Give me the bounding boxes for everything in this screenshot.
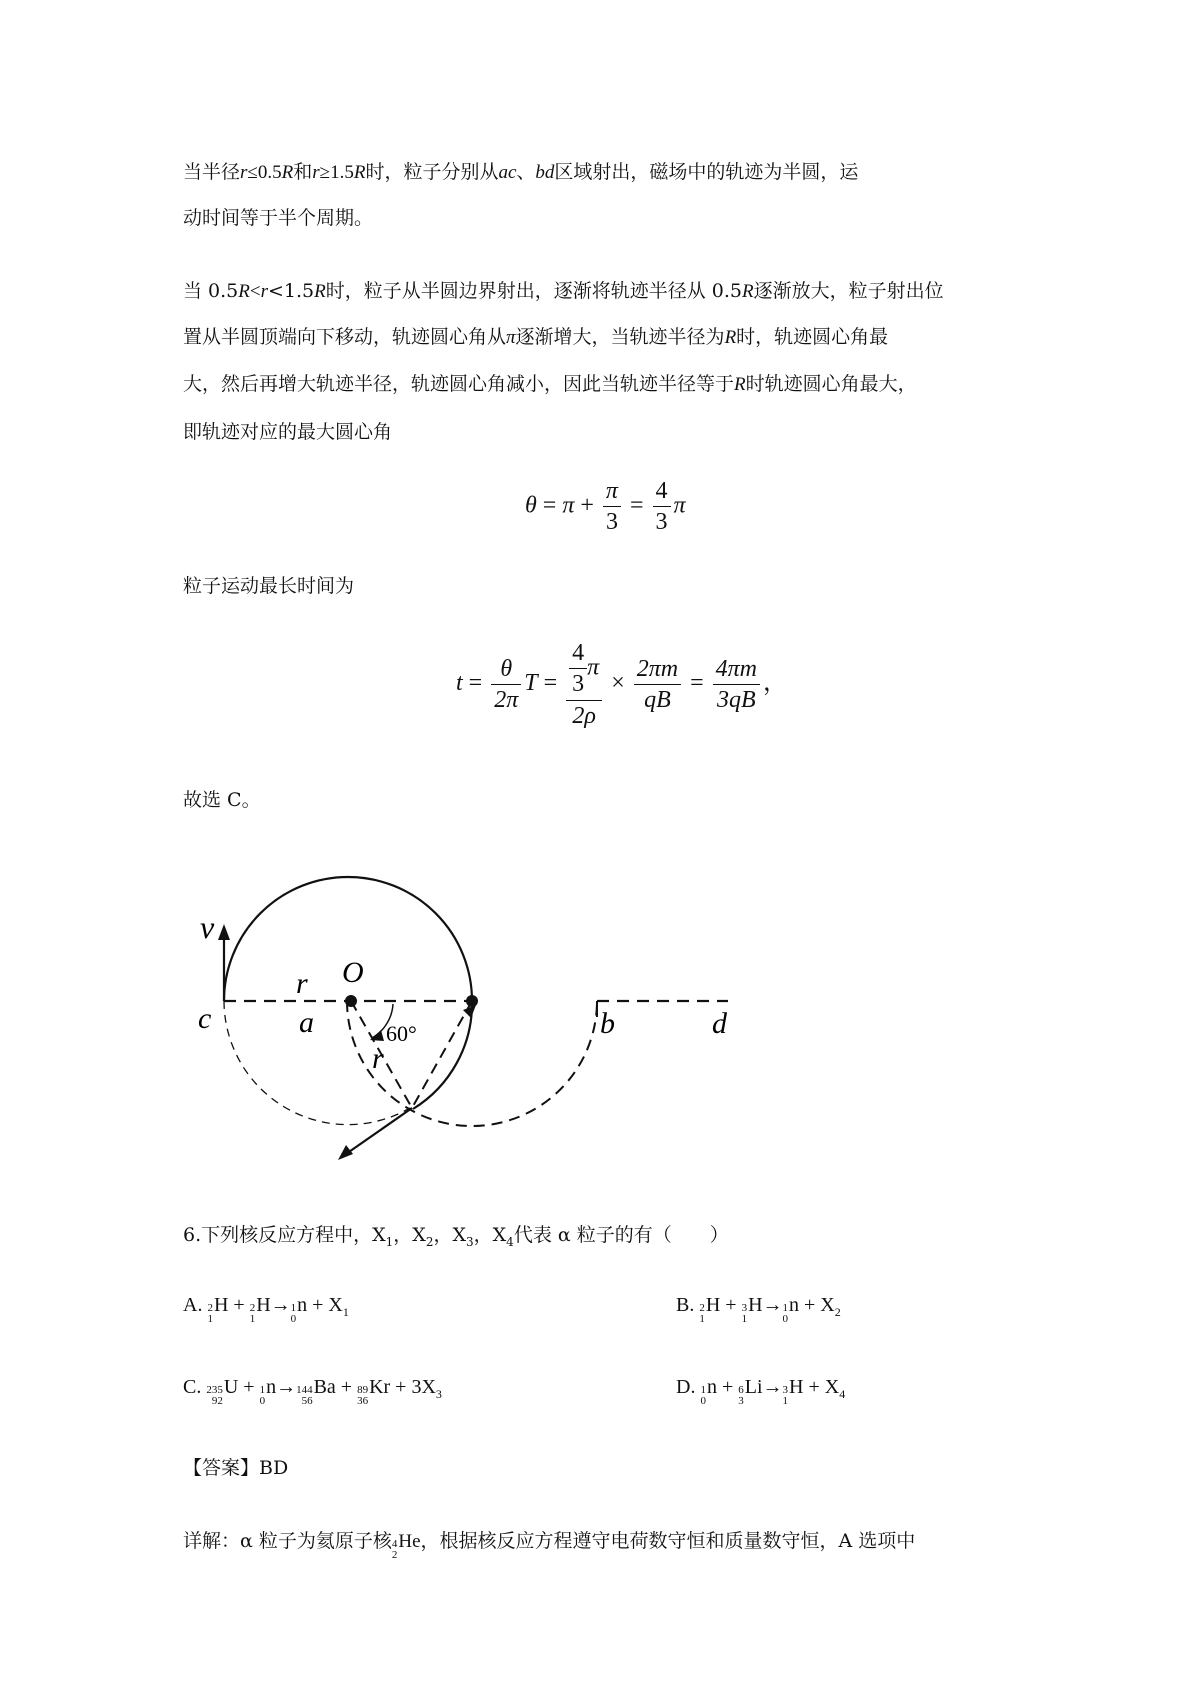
label-d: d [712, 1007, 727, 1040]
chord-end-point [466, 995, 478, 1007]
option-a[interactable]: A. 2 1 H + 2 1 H→ 1 0 $n + X_1$ [183, 1294, 349, 1325]
option-b[interactable]: B. 2 1 H + 3 1 H→ 1 0 $n + X_2$ [676, 1294, 841, 1325]
paragraph-2-line-2: 置从半圆顶端向下移动，轨迹圆心角从π逐渐增大，当轨迹半径为R时，轨迹圆心角最 [183, 326, 889, 348]
exit-velocity-arrow [346, 1108, 412, 1154]
label-c: c [198, 1002, 212, 1035]
label-a: a [299, 1006, 314, 1039]
equation-max-angle: θ = π + $\frac{\pi}{3}$ = $\frac{4}{3}$ π [525, 478, 686, 536]
paragraph-2-line-1: 当 0.5R<r<1.5R时，粒子从半圆边界射出，逐渐将轨迹半径从 0.5R逐渐放大，粒子射出位 [183, 280, 944, 302]
answer-line: 【答案】BD [183, 1457, 289, 1479]
label-r: r [296, 967, 308, 1000]
paragraph-1-line-2: 动时间等于半个周期。 [183, 207, 374, 229]
paragraph-3: 粒子运动最长时间为 [183, 575, 355, 597]
label-r-radius: r [372, 1042, 384, 1075]
detail-line: 详解：α 粒子为氦原子核 4 2 He，根据核反应方程遵守电荷数守恒和质量数守恒，A 选项中 [183, 1530, 916, 1561]
question-6-stem: 6.下列核反应方程中，$X_1$，$X_2$，$X_3$，$X_4$代表 α 粒子的有（ ） [183, 1224, 729, 1249]
dashed-radius-from-right [412, 1001, 472, 1108]
label-O: O [342, 956, 364, 989]
option-c[interactable]: C. 235 92 U + 1 0 n→ 144 56 Ba + 89 36 $Kr + 3X_3$ [183, 1376, 442, 1407]
label-angle: 60° [386, 1021, 417, 1046]
paragraph-2-line-4: 即轨迹对应的最大圆心角 [183, 421, 393, 443]
center-point-O [345, 995, 357, 1007]
label-v: v [200, 909, 215, 945]
equation-max-time: t = $\frac{\theta}{2\pi}$ T = $\frac{4}{3}$ π 2ρ × $\frac{2\pi m}{qB}$ = $\frac{4\pi m}{3qB}$ ， [456, 640, 787, 729]
paragraph-1-line-1: 当半径r≤0.5R和r≥1.5R时，粒子分别从ac、bd区域射出，磁场中的轨迹为半圆，运 [183, 161, 859, 183]
label-b: b [600, 1007, 615, 1040]
option-d[interactable]: D. 1 0 n + 6 3 Li→ 3 1 $H + X_4$ [676, 1376, 846, 1407]
paragraph-2-line-3: 大，然后再增大轨迹半径，轨迹圆心角减小，因此当轨迹半径等于R时轨迹圆心角最大， [183, 373, 917, 395]
paragraph-4: 故选 C。 [183, 789, 261, 811]
